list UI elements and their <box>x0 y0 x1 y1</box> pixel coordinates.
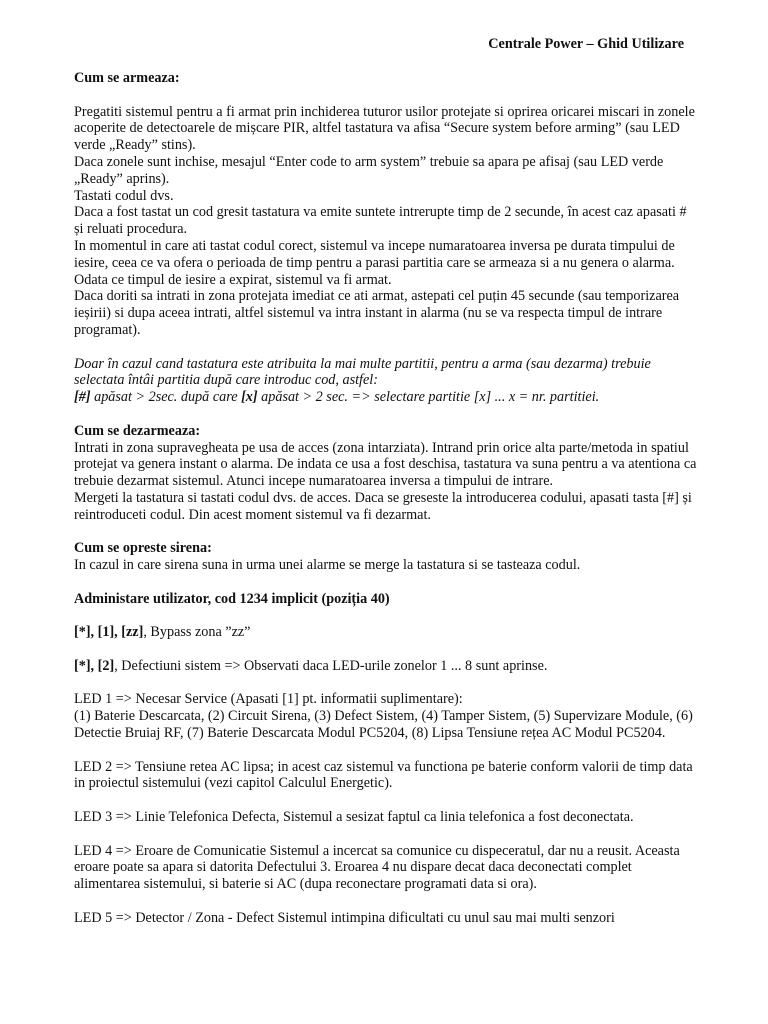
paragraph: In cazul in care sirena suna in urma unei alarme se merge la tastatura si se tasteaza codul. <box>74 557 581 574</box>
key-x: [x] <box>241 389 258 406</box>
led-3: LED 3 => Linie Telefonica Defecta, Sistemul a sesizat faptul ca linia telefonica a fost deconectata. <box>74 809 634 826</box>
section-heading-admin: Administare utilizator, cod 1234 implicit (poziția 40) <box>74 590 390 607</box>
led-1-title: LED 1 => Necesar Service (Apasati [1] pt. informatii suplimentare): <box>74 691 463 708</box>
faults-keys: [*], [2] <box>74 657 115 674</box>
page-header: Centrale Power – Ghid Utilizare <box>488 36 684 52</box>
faults-line <box>74 658 698 675</box>
paragraph: Daca a fost tastat un cod gresit tastatura va emite suntete intrerupte timp de 2 secunde, în acest caz apasati # și reluati procedura. <box>74 204 687 238</box>
paragraph: In momentul in care ati tastat codul corect, sistemul va incepe numaratoarea inversa pe durata timpului de iesire, ceea ce va ofera o perioada de timp pentru a parasi partitia care se armeaza si a nu genera o alarma. <box>74 237 675 271</box>
paragraph: Mergeti la tastatura si tastati codul dvs. de acces. Daca se greseste la introducerea codului, apasati tasta [#] și reintroduceti codul. Din acest moment sistemul va fi dezarmat. <box>74 489 692 523</box>
key-sequence-text: apăsat > 2 sec. => selectare partitie [x] ... x = nr. partitiei. <box>257 389 600 406</box>
paragraph: Odata ce timpul de iesire a expirat, sistemul va fi armat. <box>74 271 392 288</box>
section-heading-siren: Cum se opreste sirena: <box>74 540 212 557</box>
paragraph: Intrati in zona supravegheata pe usa de acces (zona intarziata). Intrand prin orice alta parte/metoda in spatiul protejat va genera instant o alarma. De indata ce usa a fost deschisa, tastatura va suna pentru a va atentiona ca trebuie dezarmat sistemul. Atunci incepe numaratoarea inversa a timpului de intrare. <box>74 439 697 490</box>
section-heading-arm: Cum se armeaza: <box>74 70 180 86</box>
partition-key-sequence <box>74 389 698 406</box>
section-heading-disarm: Cum se dezarmeaza: <box>74 422 201 439</box>
paragraph: Daca zonele sunt inchise, mesajul “Enter code to arm system” trebuie sa apara pe afisaj (sau LED verde „Ready” aprins). <box>74 153 664 187</box>
paragraph: Tastati codul dvs. <box>74 187 174 204</box>
paragraph: Daca doriti sa intrati in zona protejata imediat ce ati armat, astepati cel puțin 45 secunde (sau temporizarea ieșirii) si dupa aceea intrati, altfel sistemul va intra instant in alarma (nu se va respecta timpul de intrare programat). <box>74 288 680 338</box>
led-4: LED 4 => Eroare de Comunicatie Sistemul a incercat sa comunice cu dispeceratul, dar nu a reusit. Aceasta eroare poate sa apara si datorita Defectului 3. Eroarea 4 nu dispare decat daca deconectati complet alimentarea sistemului, si baterie si AC (dupa reconectare programati data si ora). <box>74 842 680 893</box>
faults-text: , Defectiuni sistem => Observati daca LED-urile zonelor 1 ... 8 sunt aprinse. <box>114 657 548 674</box>
bypass-text: , Bypass zona ”zz” <box>143 624 251 641</box>
key-sequence-text: apăsat > 2sec. după care <box>90 389 242 406</box>
led-1-details: (1) Baterie Descarcata, (2) Circuit Sirena, (3) Defect Sistem, (4) Tamper Sistem, (5) Supervizare Module, (6) Detectie Bruiaj RF, (7) Baterie Descarcata Modul PC5204, (8) Lipsa Tensiune rețea AC Modul PC5204. <box>74 708 693 742</box>
document-body <box>74 70 698 927</box>
partition-note: Doar în cazul cand tastatura este atribuita la mai multe partitii, pentru a arma (sau dezarma) trebuie selectata întâi partitia după care introduc cod, astfel: <box>74 355 651 389</box>
led-5: LED 5 => Detector / Zona - Defect Sistemul intimpina dificultati cu unul sau mai multi senzori <box>74 909 615 926</box>
bypass-keys: [*], [1], [zz] <box>74 624 144 641</box>
led-2: LED 2 => Tensiune retea AC lipsa; in acest caz sistemul va functiona pe baterie conform valorii de timp data in proiectul sistemului (vezi capitol Calculul Energetic). <box>74 758 693 792</box>
key-hash: [#] <box>74 389 91 406</box>
bypass-line <box>74 624 698 641</box>
paragraph: Pregatiti sistemul pentru a fi armat prin inchiderea tuturor usilor protejate si oprirea oricarei miscari in zonele acoperite de detectoarele de mișcare PIR, altfel tastatura va afisa “Secure system before arming” (sau LED verde „Ready” stins). <box>74 103 695 154</box>
